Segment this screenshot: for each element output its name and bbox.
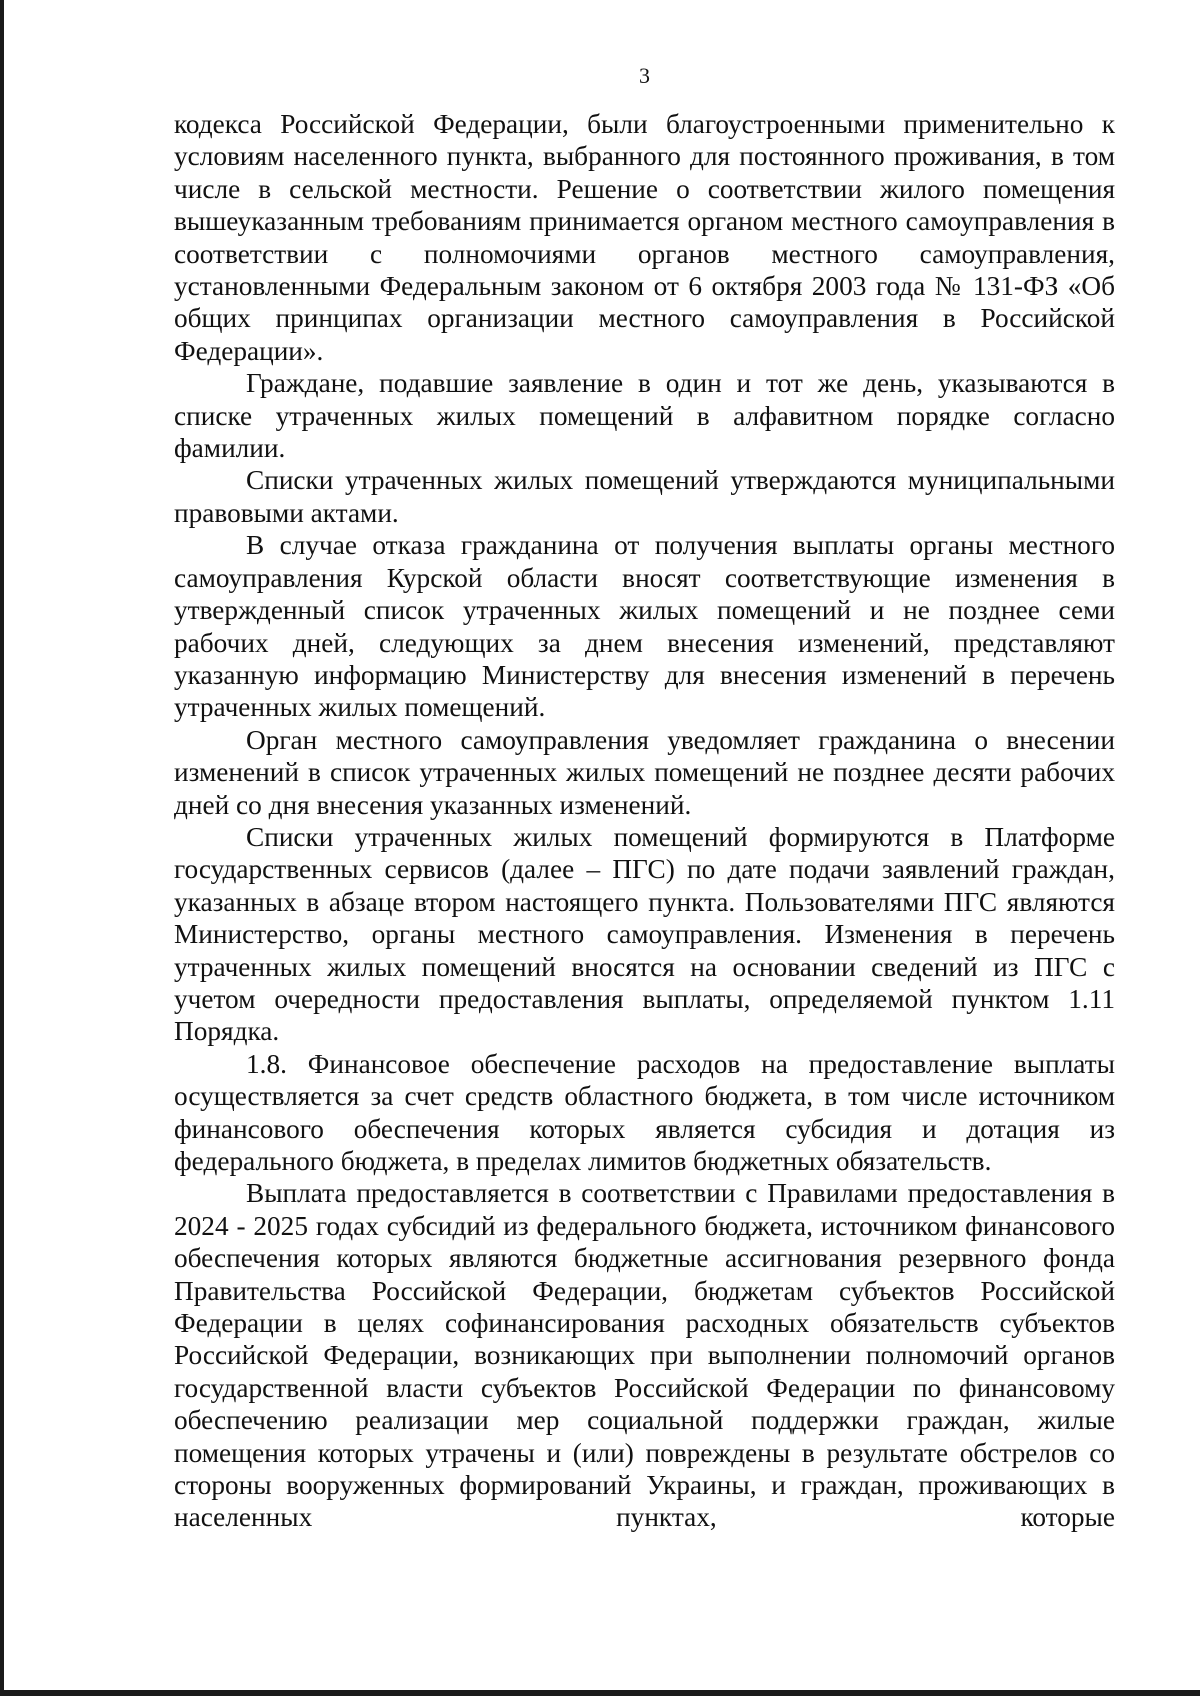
- paragraph-same-day-applications: Граждане, подавшие заявление в один и тот же день, указываются в списке утраченных жилых помещений в алфавитном порядке согласно фамилии.: [174, 368, 1115, 464]
- page-number: 3: [639, 63, 650, 88]
- scan-border-bottom: [0, 1690, 1200, 1696]
- paragraph-continuation: кодекса Российской Федерации, были благоустроенными применительно к условиям населенного пункта, выбранного для постоянного проживания, в том числе в сельской местности. Решение о соответствии жилого помещения вышеуказанным требованиям принимается органом местного самоуправления в соответствии с полномочиями органов местного самоуправления, установленными Федеральным законом от 6 октября 2003 года № 131-ФЗ «Об общих принципах организации местного самоуправления в Российской Федерации».: [174, 109, 1115, 366]
- paragraph-payment-rules: Выплата предоставляется в соответствии с Правилами предоставления в 2024 - 2025 годах субсидий из федерального бюджета, источником финансового обеспечения которых являются бюджетные ассигнования резервного фонда Правительства Российской Федерации, бюджетам субъектов Российской Федерации в целях софинансирования расходных обязательств субъектов Российской Федерации, возникающих при выполнении полномочий органов государственной власти субъектов Российской Федерации по финансовому обеспечению реализации мер социальной поддержки граждан, жилые помещения которых утрачены и (или) повреждены в результате обстрелов со стороны вооруженных формирований Украины, и граждан, проживающих в населенных пунктах, которые: [174, 1178, 1115, 1533]
- paragraph-1-8-financing: 1.8. Финансовое обеспечение расходов на предоставление выплаты осуществляется за счет средств областного бюджета, в том числе источником финансового обеспечения которых является субсидия и дотация из федерального бюджета, в пределах лимитов бюджетных обязательств.: [174, 1048, 1115, 1176]
- paragraph-notification: Орган местного самоуправления уведомляет гражданина о внесении изменений в список утраченных жилых помещений не позднее десяти рабочих дней со дня внесения указанных изменений.: [174, 724, 1115, 820]
- document-page: [174, 60, 1115, 1534]
- paragraph-pgs-lists: Списки утраченных жилых помещений формируются в Платформе государственных сервисов (далее – ПГС) по дате подачи заявлений граждан, указанных в абзаце втором настоящего пункта. Пользователями ПГС являются Министерство, органы местного самоуправления. Изменения в перечень утраченных жилых помещений вносятся на основании сведений из ПГС с учетом очередности предоставления выплаты, определяемой пунктом 1.11 Порядка.: [174, 821, 1115, 1047]
- paragraph-refusal-case: В случае отказа гражданина от получения выплаты органы местного самоуправления Курской области вносят соответствующие изменения в утвержденный список утраченных жилых помещений и не позднее семи рабочих дней, следующих за днем внесения изменений, представляют указанную информацию Министерству для внесения изменений в перечень утраченных жилых помещений.: [174, 530, 1115, 723]
- scan-border-left: [0, 0, 4, 1696]
- paragraph-lists-approval: Списки утраченных жилых помещений утверждаются муниципальными правовыми актами.: [174, 465, 1115, 528]
